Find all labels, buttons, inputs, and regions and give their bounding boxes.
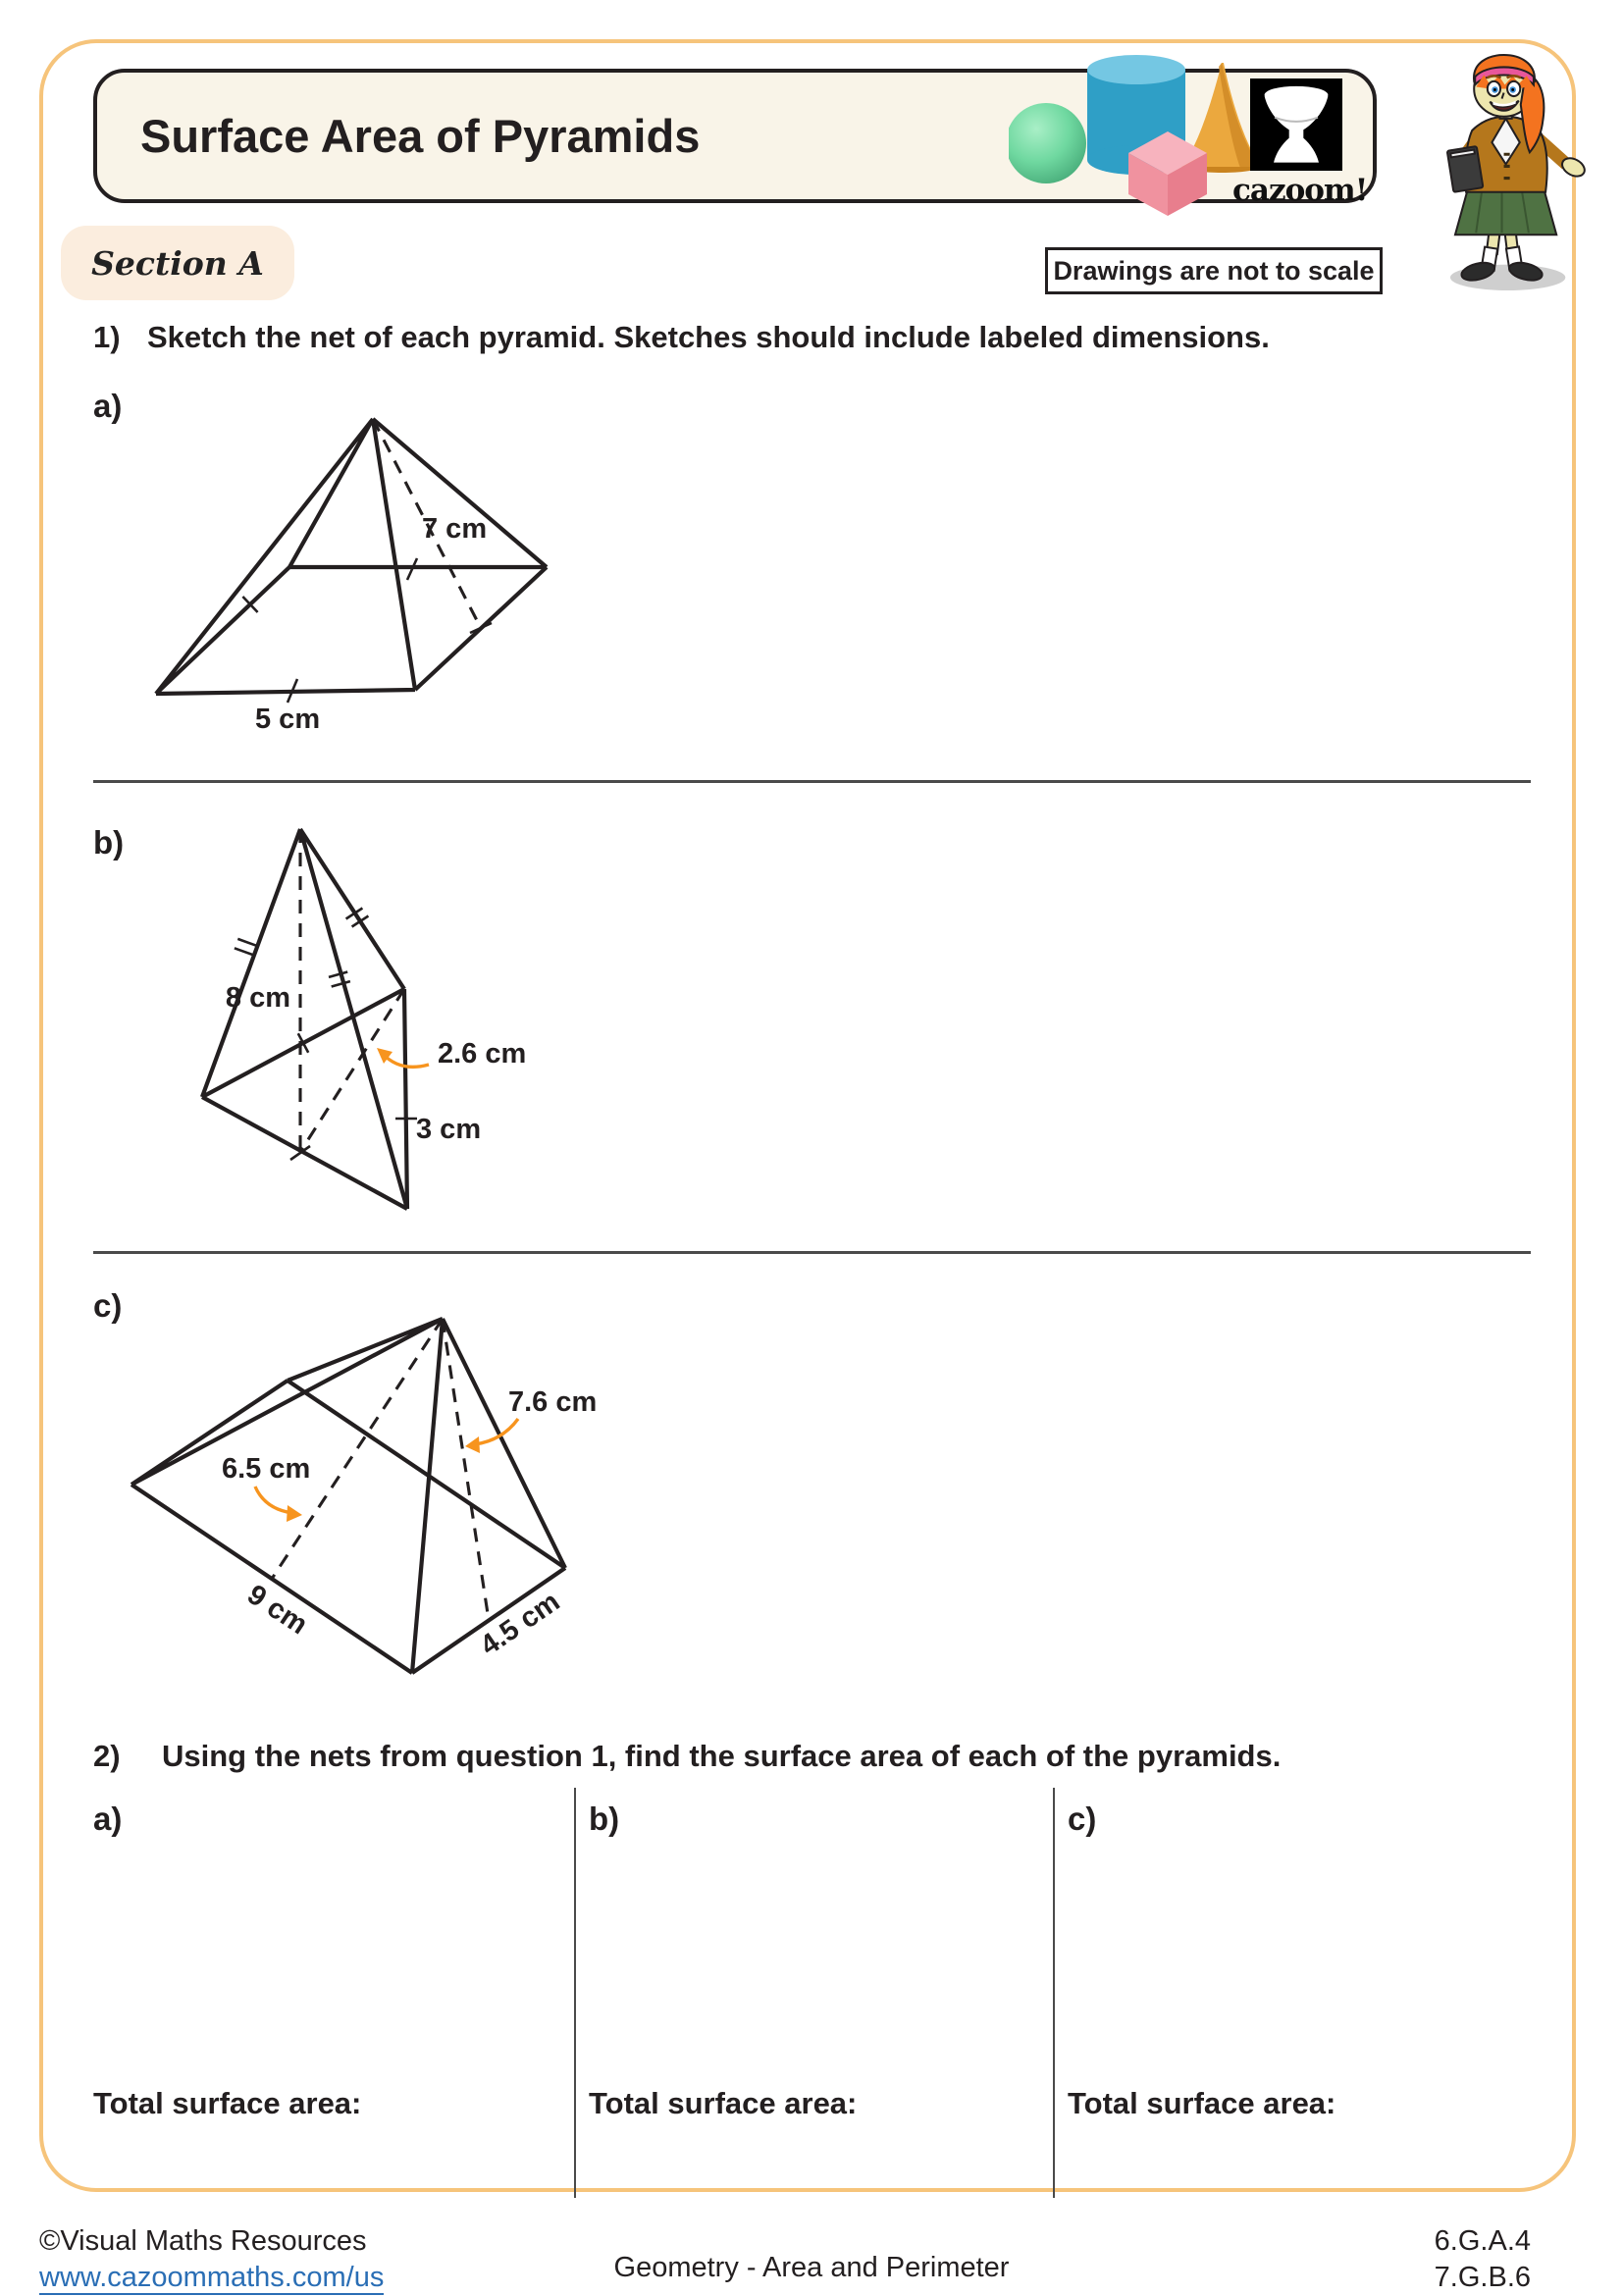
answer-b-label: b) xyxy=(589,1800,620,1837)
question-1 xyxy=(93,320,1270,355)
sphere-icon xyxy=(1009,103,1086,183)
figure-b-label: b) xyxy=(93,824,125,861)
answer-divider-2 xyxy=(1053,1788,1055,2198)
answer-c-label: c) xyxy=(1068,1800,1097,1837)
footer-copyright: ©Visual Maths Resources xyxy=(39,2225,367,2257)
answer-divider-1 xyxy=(574,1788,576,2198)
standard-2: 7.G.B.6 xyxy=(1434,2262,1531,2293)
total-surface-area-c: Total surface area: xyxy=(1068,2086,1336,2120)
question-1-number: 1) xyxy=(93,320,121,354)
footer-url-link[interactable]: www.cazoommaths.com/us xyxy=(39,2262,385,2293)
standard-1: 6.G.A.4 xyxy=(1434,2225,1531,2257)
total-surface-area-b: Total surface area: xyxy=(589,2086,858,2120)
total-surface-area-a: Total surface area: xyxy=(93,2086,362,2120)
question-2-text: Using the nets from question 1, find the surface area of each of the pyramids. xyxy=(162,1739,1282,1773)
pyramid-b-drawing xyxy=(147,814,559,1226)
teacher-character xyxy=(1405,51,1592,294)
dim-a-base: 5 cm xyxy=(255,704,321,735)
brand-logo xyxy=(1232,78,1368,208)
dim-c-slant-right: 7.6 cm xyxy=(508,1386,598,1418)
question-2-number: 2) xyxy=(93,1739,121,1773)
divider-1 xyxy=(93,780,1531,783)
dim-c-base-short: 4.5 cm xyxy=(474,1586,566,1662)
dim-c-slant-left: 6.5 cm xyxy=(222,1453,311,1485)
pyramid-c-drawing xyxy=(98,1276,628,1697)
section-label: Section A xyxy=(91,243,264,283)
dim-b-edge: 3 cm xyxy=(416,1114,482,1145)
brand-name: cazoom! xyxy=(1232,173,1368,208)
footer-topic: Geometry - Area and Perimeter xyxy=(613,2252,1010,2283)
answer-a-label: a) xyxy=(93,1800,123,1837)
figure-a-label: a) xyxy=(93,388,123,424)
scale-note-text: Drawings are not to scale xyxy=(1053,255,1375,286)
dim-c-base-long: 9 cm xyxy=(241,1579,313,1642)
section-badge xyxy=(61,226,294,300)
footer-standards xyxy=(1435,2223,1531,2296)
question-1-text: Sketch the net of each pyramid. Sketches should include labeled dimensions. xyxy=(147,320,1270,354)
page-title: Surface Area of Pyramids xyxy=(140,110,701,162)
logo-box xyxy=(1250,78,1342,171)
dim-b-median: 2.6 cm xyxy=(438,1038,527,1070)
divider-2 xyxy=(93,1251,1531,1254)
djembe-drum-icon xyxy=(1250,78,1342,171)
pyramid-a-drawing xyxy=(88,383,599,744)
question-2 xyxy=(93,1739,1281,1774)
dim-b-height: 8 cm xyxy=(225,982,290,1014)
figure-c-label: c) xyxy=(93,1287,123,1324)
dim-a-slant: 7 cm xyxy=(422,513,488,545)
scale-note-box xyxy=(1045,247,1383,294)
